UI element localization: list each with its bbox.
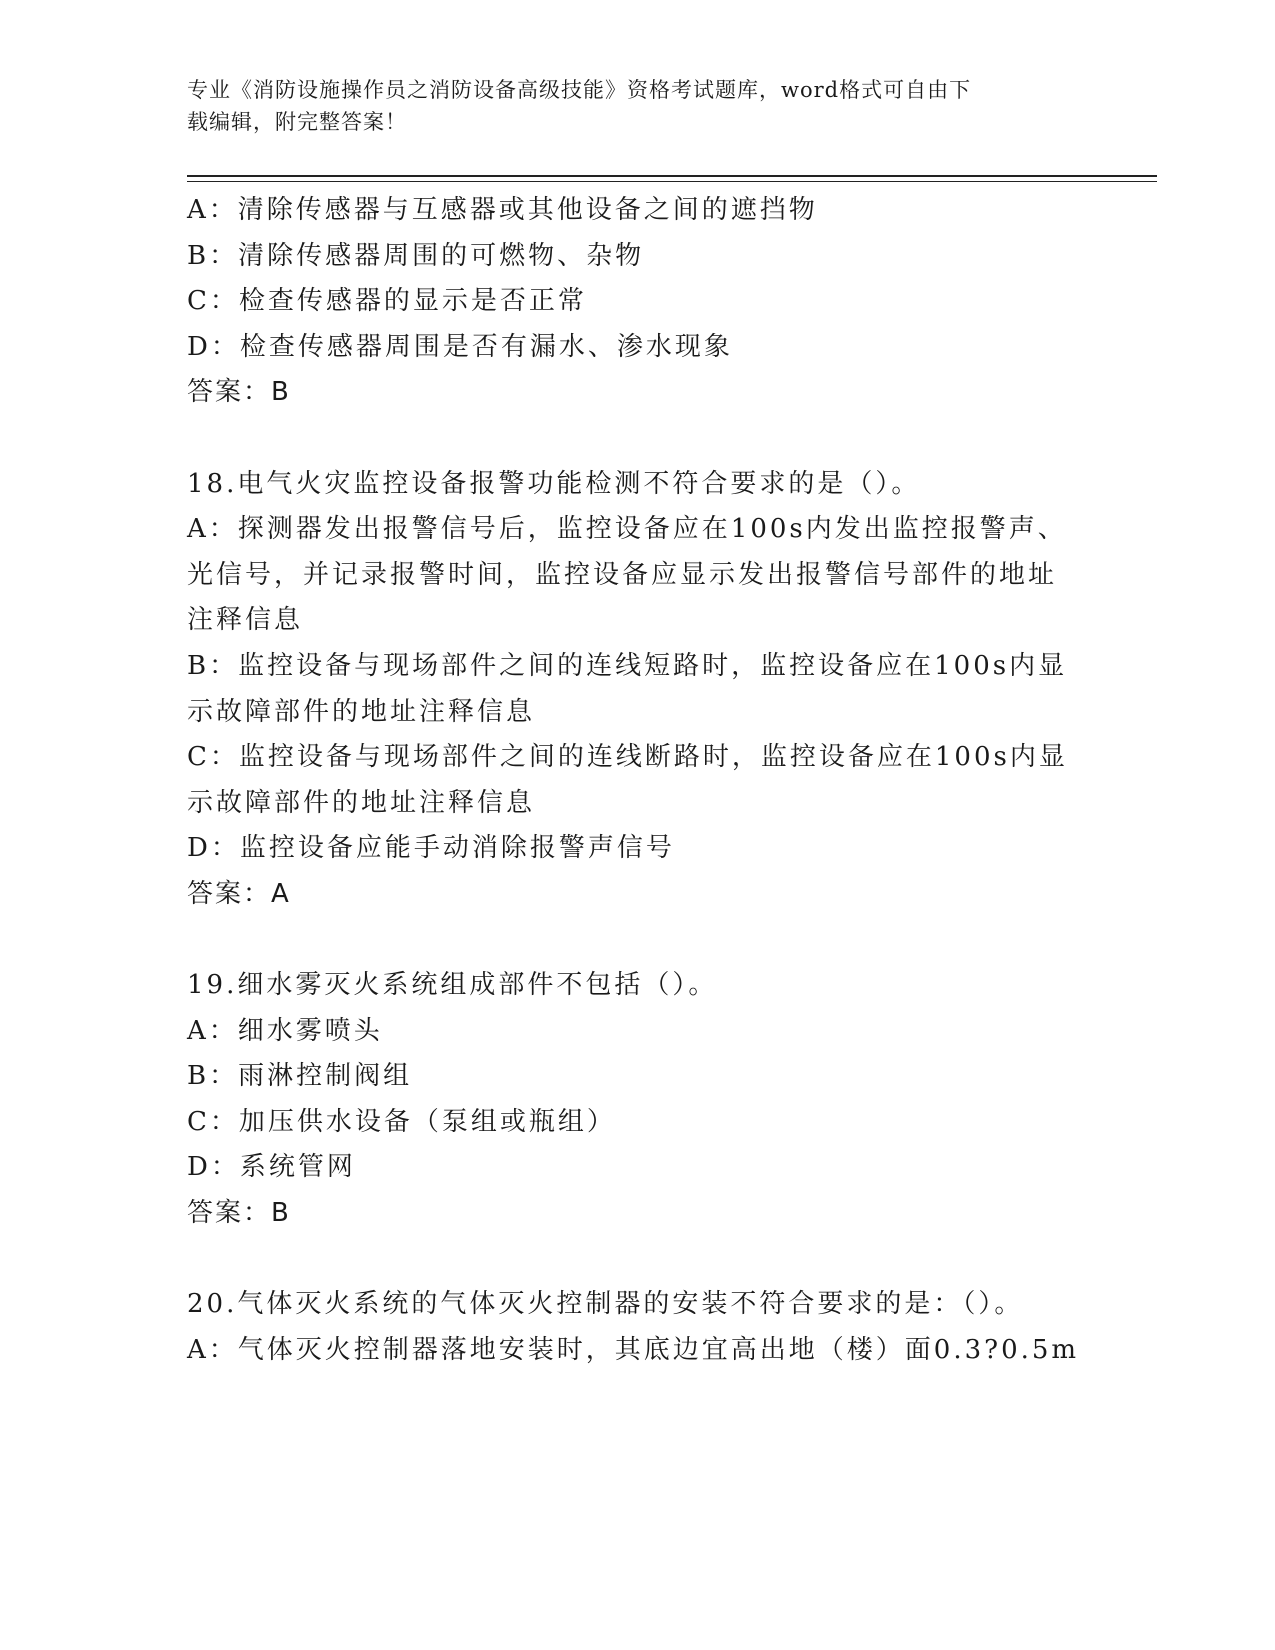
question-list xyxy=(187,188,1087,1373)
spacer xyxy=(187,416,1087,462)
spacer xyxy=(187,1237,1087,1283)
q19-option-b: B：雨淋控制阀组 xyxy=(187,1061,413,1092)
header-line-2: 载编辑，附完整答案！ xyxy=(187,110,407,134)
q19-option-d: D：系统管网 xyxy=(187,1152,356,1183)
q18-option-a-line-3: 注释信息 xyxy=(187,605,304,636)
q17-option-b: B：清除传感器周围的可燃物、杂物 xyxy=(187,240,645,271)
q20-question: 20.气体灭火系统的气体灭火控制器的安装不符合要求的是：（）。 xyxy=(187,1289,1024,1320)
q17-answer: 答案：B xyxy=(187,377,291,408)
q18-option-c-line-2: 示故障部件的地址注释信息 xyxy=(187,787,536,818)
question-17-block xyxy=(187,188,1087,416)
q18-option-c-line-1: C：监控设备与现场部件之间的连线断路时，监控设备应在100s内显 xyxy=(187,742,1068,773)
question-20-block xyxy=(187,1282,1087,1373)
q19-option-c: C：加压供水设备（泵组或瓶组） xyxy=(187,1106,616,1137)
document-header xyxy=(187,74,1087,138)
q17-option-d: D：检查传感器周围是否有漏水、渗水现象 xyxy=(187,331,733,362)
q18-option-a-line-2: 光信号，并记录报警时间，监控设备应显示发出报警信号部件的地址 xyxy=(187,559,1058,590)
header-divider-thin xyxy=(187,181,1157,182)
q17-option-c: C：检查传感器的显示是否正常 xyxy=(187,286,587,317)
question-18-block xyxy=(187,462,1087,918)
header-divider-thick xyxy=(187,175,1157,177)
spacer xyxy=(187,918,1087,964)
q18-option-a-line-1: A：探测器发出报警信号后，监控设备应在100s内发出监控报警声、 xyxy=(187,514,1067,545)
q19-option-a: A：细水雾喷头 xyxy=(187,1015,383,1046)
q18-option-d: D：监控设备应能手动消除报警声信号 xyxy=(187,833,675,864)
q18-option-b-line-2: 示故障部件的地址注释信息 xyxy=(187,696,536,727)
q20-option-a: A：气体灭火控制器落地安装时，其底边宜高出地（楼）面0.3?0.5m xyxy=(187,1334,1080,1365)
q19-answer: 答案：B xyxy=(187,1198,291,1229)
q18-option-b-line-1: B：监控设备与现场部件之间的连线短路时，监控设备应在100s内显 xyxy=(187,650,1068,681)
header-line-1: 专业《消防设施操作员之消防设备高级技能》资格考试题库，word格式可自由下 xyxy=(187,78,972,102)
q18-question: 18.电气火灾监控设备报警功能检测不符合要求的是（）。 xyxy=(187,468,921,499)
question-19-block xyxy=(187,963,1087,1237)
q17-option-a: A：清除传感器与互感器或其他设备之间的遮挡物 xyxy=(187,195,818,225)
q19-question: 19.细水雾灭火系统组成部件不包括（）。 xyxy=(187,970,718,1001)
q18-answer: 答案：A xyxy=(187,878,291,909)
